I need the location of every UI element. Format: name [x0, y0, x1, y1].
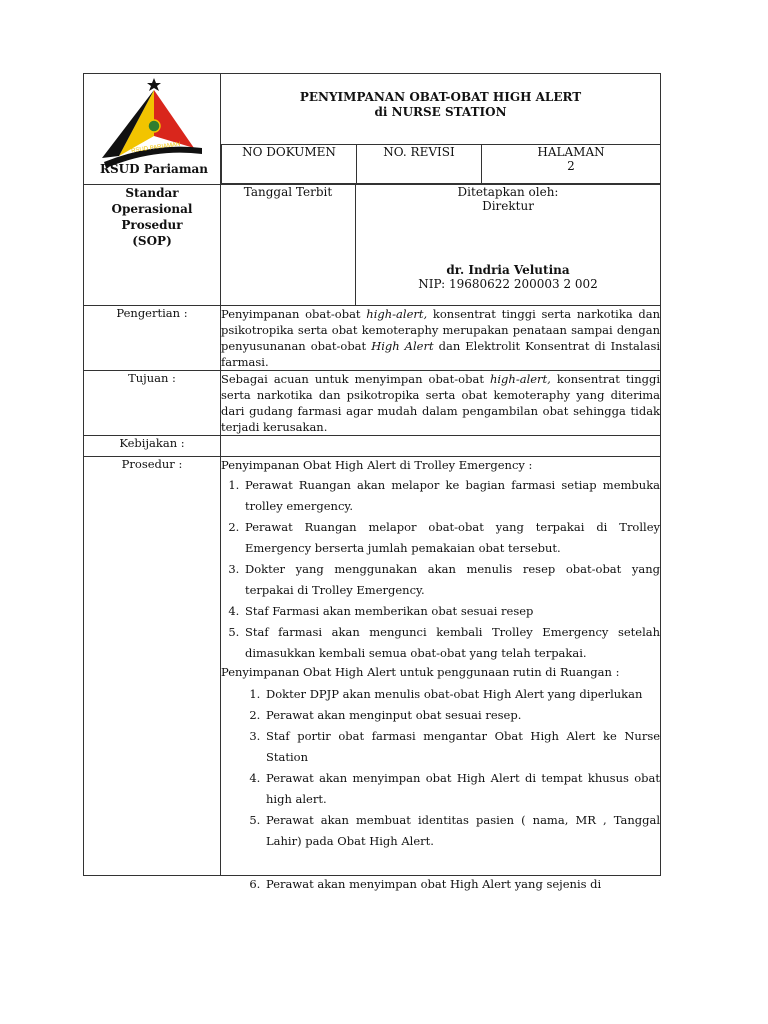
list-item: 6. Perawat akan menyimpan obat High Alert yang sejenis di: [264, 874, 660, 895]
pengertian-label: Pengertian :: [84, 306, 221, 371]
signer-name: dr. Indria Velutina: [446, 263, 570, 277]
kebijakan-text: [221, 436, 661, 457]
approval-label: Ditetapkan oleh:: [457, 185, 559, 199]
prosedur-label: Prosedur :: [84, 457, 221, 876]
logo-red-sail: [154, 90, 194, 148]
sop-label-line: Operasional: [111, 202, 193, 216]
hospital-logo: [94, 76, 214, 176]
document-title: [221, 74, 660, 144]
prosedur-intro-1: Penyimpanan Obat High Alert di Trolley Emergency :: [221, 458, 533, 472]
prosedur-body: [221, 457, 661, 891]
sop-label: [84, 185, 221, 306]
tujuan-label: Tujuan :: [84, 371, 221, 436]
text-emphasis: High Alert: [371, 339, 434, 353]
text-span: Penyimpanan obat-obat: [221, 307, 367, 321]
text-span: konsentrat tinggi serta narkotika dan psikotropika serta obat kemoteraphy yang diterima dari gudang farmasi agar mudah dalam pengambilan obat sehingga tidak terjadi kerusakan.: [221, 372, 661, 434]
signer-nip: NIP: 19680622 200003 2 002: [418, 277, 598, 291]
trolley-steps: [221, 475, 660, 664]
doc-number-label: NO DOKUMEN: [222, 145, 357, 184]
list-item: 1. Dokter DPJP akan menulis obat-obat High Alert yang diperlukan: [264, 684, 660, 705]
title-line-1: PENYIMPANAN OBAT-OBAT HIGH ALERT: [299, 90, 582, 104]
header-info-cell: [221, 74, 661, 185]
tujuan-text: [221, 371, 661, 436]
list-item: 2. Perawat Ruangan melapor obat-obat yang terpakai di Trolley Emergency berserta jumlah pemakaian obat tersebut.: [243, 517, 660, 559]
prosedur-intro-2: Penyimpanan Obat High Alert untuk penggunaan rutin di Ruangan :: [221, 665, 620, 679]
logo-ribbon-text: RSUD PARIAMAN: [130, 141, 181, 155]
text-span: konsentrat tinggi serta narkotika dan psikotropika serta obat kemoteraphy merupakan penataan sampai dengan penyusunanan obat-obat: [221, 307, 661, 353]
logo-star-icon: [147, 78, 161, 91]
sop-label-line: Standar: [125, 186, 179, 200]
list-item: 4. Perawat akan menyimpan obat High Alert di tempat khusus obat high alert.: [264, 768, 660, 810]
logo-cell: [84, 74, 221, 185]
page-number: 2: [567, 159, 575, 173]
list-item: 3. Dokter yang menggunakan akan menulis resep obat-obat yang terpakai di Trolley Emergency.: [243, 559, 660, 601]
sop-label-line: Prosedur: [121, 218, 183, 232]
text-emphasis: high-alert,: [489, 372, 551, 386]
list-item: 5. Staf farmasi akan mengunci kembali Trolley Emergency setelah dimasukkan kembali semua obat-obat yang telah terpakai.: [243, 622, 660, 664]
hospital-name: RSUD Pariaman: [100, 162, 209, 176]
logo-emblem: [148, 120, 160, 132]
ruangan-steps: [221, 684, 660, 895]
approval-cell: [356, 185, 661, 306]
list-item: 3. Staf portir obat farmasi mengantar Obat High Alert ke Nurse Station: [264, 726, 660, 768]
list-item: 4. Staf Farmasi akan memberikan obat sesuai resep: [243, 601, 660, 622]
kebijakan-label: Kebijakan :: [84, 436, 221, 457]
list-item: 1. Perawat Ruangan akan melapor ke bagian farmasi setiap membuka trolley emergency.: [243, 475, 660, 517]
tanggal-terbit: Tanggal Terbit: [221, 185, 356, 306]
page-label: HALAMAN: [537, 145, 605, 159]
title-line-2: di NURSE STATION: [374, 105, 507, 119]
sop-table: [83, 73, 661, 891]
pengertian-text: [221, 306, 661, 371]
text-span: dan Elektrolit Konsentrat di Instalasi farmasi.: [221, 339, 661, 369]
text-span: Sebagai acuan untuk menyimpan obat-obat: [221, 372, 490, 386]
prosedur-text: [221, 457, 661, 891]
page-label-cell: [482, 145, 661, 184]
revision-label: NO. REVISI: [357, 145, 482, 184]
doc-meta-row: [221, 144, 661, 184]
list-item: 5. Perawat akan membuat identitas pasien ( nama, MR , Tanggal Lahir) pada Obat High Alert.: [264, 810, 660, 852]
text-emphasis: high-alert,: [366, 307, 428, 321]
approval-role: Direktur: [482, 199, 534, 213]
sop-label-line: (SOP): [132, 234, 172, 248]
list-item: 2. Perawat akan menginput obat sesuai resep.: [264, 705, 660, 726]
